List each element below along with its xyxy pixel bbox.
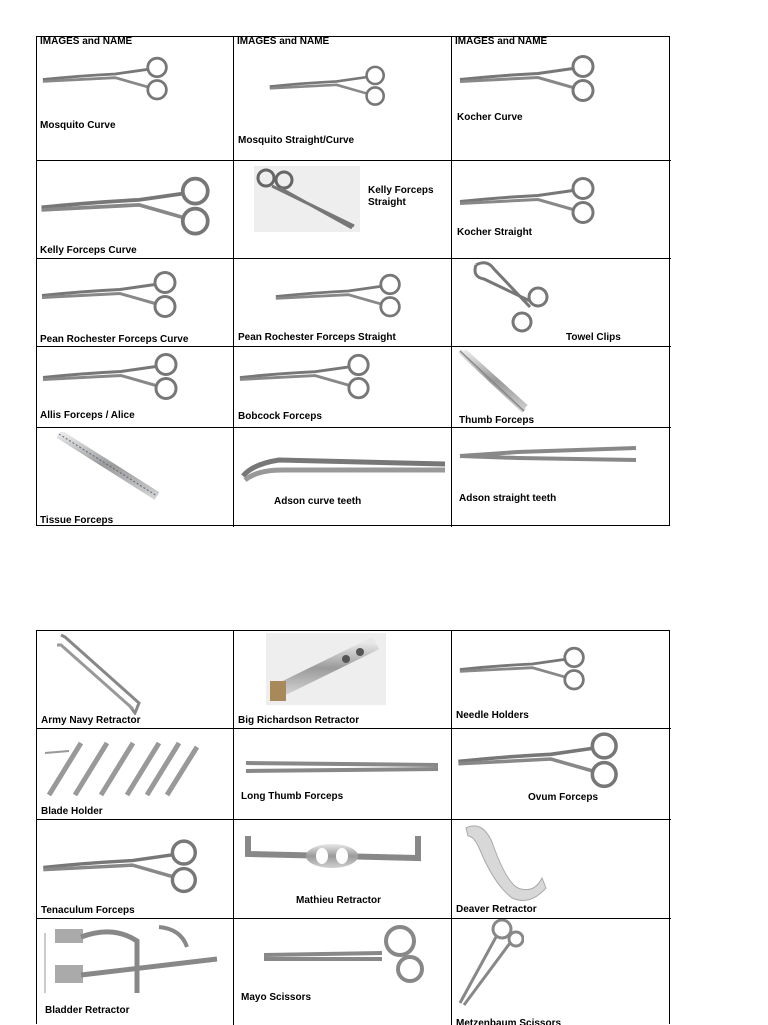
cell-mayo-scissors (234, 919, 452, 1025)
instrument-label: Adson curve teeth (274, 496, 362, 507)
thumb-forceps-image (458, 349, 528, 413)
cell-metzenbaum-scissors (452, 919, 671, 1025)
instrument-label: Mosquito Straight/Curve (238, 135, 355, 146)
cell-needle-holders (452, 631, 671, 729)
cell-mosquito-straight (234, 37, 452, 161)
instrument-label: Metzenbaum Scissors (456, 1018, 562, 1025)
kocher-curve-image (458, 49, 598, 111)
cell-kelly-curve (37, 161, 234, 259)
instrument-label: Army Navy Retractor (41, 715, 141, 726)
instrument-label: Kelly Forceps Straight (368, 185, 434, 208)
cell-tissue-forceps (37, 428, 234, 527)
cell-bladder-retractor (37, 919, 234, 1025)
cell-long-thumb-forceps (234, 729, 452, 820)
cell-mathieu-retractor (234, 820, 452, 919)
allis-forceps-image (41, 347, 181, 409)
instrument-label: Mathieu Retractor (296, 895, 382, 906)
deaver-retractor-image (458, 822, 548, 904)
mosquito-straight-image (268, 57, 388, 117)
bladder-retractor-image (41, 923, 221, 1007)
towel-clip-image (472, 261, 562, 333)
instrument-label: Tenaculum Forceps (41, 905, 135, 916)
cell-pean-straight (234, 259, 452, 347)
mathieu-retractor-image (242, 828, 424, 880)
instrument-label: Allis Forceps / Alice (40, 410, 135, 421)
cell-kelly-straight (234, 161, 452, 259)
instrument-label: Mayo Scissors (241, 992, 312, 1003)
instrument-label: Towel Clips (566, 332, 621, 343)
instrument-label: Adson straight teeth (459, 493, 557, 504)
column-header: IMAGES and NAME (455, 37, 548, 47)
blade-holder-image (39, 733, 199, 799)
cell-babcock-forceps (234, 347, 452, 428)
metzenbaum-scissors-image (456, 919, 524, 1007)
kocher-straight-image (458, 175, 598, 229)
instrument-table-1 (36, 36, 670, 526)
instrument-table-2 (36, 630, 670, 1024)
instrument-label: Big Richardson Retractor (238, 715, 360, 726)
mosquito-curve-image (41, 49, 171, 111)
pean-straight-image (274, 267, 404, 327)
instrument-label: Tissue Forceps (40, 515, 114, 526)
cell-kocher-curve (452, 37, 671, 161)
long-thumb-forceps-image (244, 757, 440, 777)
army-navy-retractor-image (53, 633, 147, 715)
cell-ovum-forceps (452, 729, 671, 820)
instrument-label: Kocher Straight (457, 227, 533, 238)
richardson-retractor-image (266, 633, 386, 705)
instrument-label: Blade Holder (41, 806, 103, 817)
mayo-scissors-image (262, 925, 442, 985)
cell-blade-holder (37, 729, 234, 820)
cell-mosquito-curve (37, 37, 234, 161)
pean-curve-image (40, 261, 180, 331)
instrument-label: Pean Rochester Forceps Straight (238, 332, 396, 343)
instrument-label: Long Thumb Forceps (241, 791, 344, 802)
adson-straight-image (458, 442, 638, 466)
instrument-label: Kocher Curve (457, 112, 523, 123)
ovum-forceps-image (456, 729, 622, 795)
cell-army-navy-retractor (37, 631, 234, 729)
adson-curve-image (239, 444, 449, 484)
kelly-curve-image (39, 173, 214, 243)
cell-deaver-retractor (452, 820, 671, 919)
cell-thumb-forceps (452, 347, 671, 428)
instrument-label: Thumb Forceps (459, 415, 535, 426)
cell-richardson-retractor (234, 631, 452, 729)
babcock-forceps-image (238, 347, 373, 409)
instrument-label: Ovum Forceps (528, 792, 599, 803)
tissue-forceps-image (57, 432, 161, 502)
needle-holder-image (458, 631, 588, 709)
cell-adson-straight (452, 428, 671, 527)
kelly-straight-image (254, 166, 360, 232)
cell-towel-clips (452, 259, 671, 347)
instrument-label: Bladder Retractor (45, 1005, 130, 1016)
instrument-label: Needle Holders (456, 710, 529, 721)
cell-allis-forceps (37, 347, 234, 428)
instrument-label: Deaver Retractor (456, 904, 537, 915)
column-header: IMAGES and NAME (237, 37, 330, 47)
cell-adson-curve (234, 428, 452, 527)
instrument-label: Bobcock Forceps (238, 411, 322, 422)
cell-kocher-straight (452, 161, 671, 259)
cell-pean-curve (37, 259, 234, 347)
instrument-label: Mosquito Curve (40, 120, 116, 131)
instrument-label: Pean Rochester Forceps Curve (40, 334, 189, 345)
column-header: IMAGES and NAME (40, 37, 133, 47)
instrument-label: Kelly Forceps Curve (40, 245, 137, 256)
tenaculum-forceps-image (41, 828, 201, 908)
cell-tenaculum-forceps (37, 820, 234, 919)
